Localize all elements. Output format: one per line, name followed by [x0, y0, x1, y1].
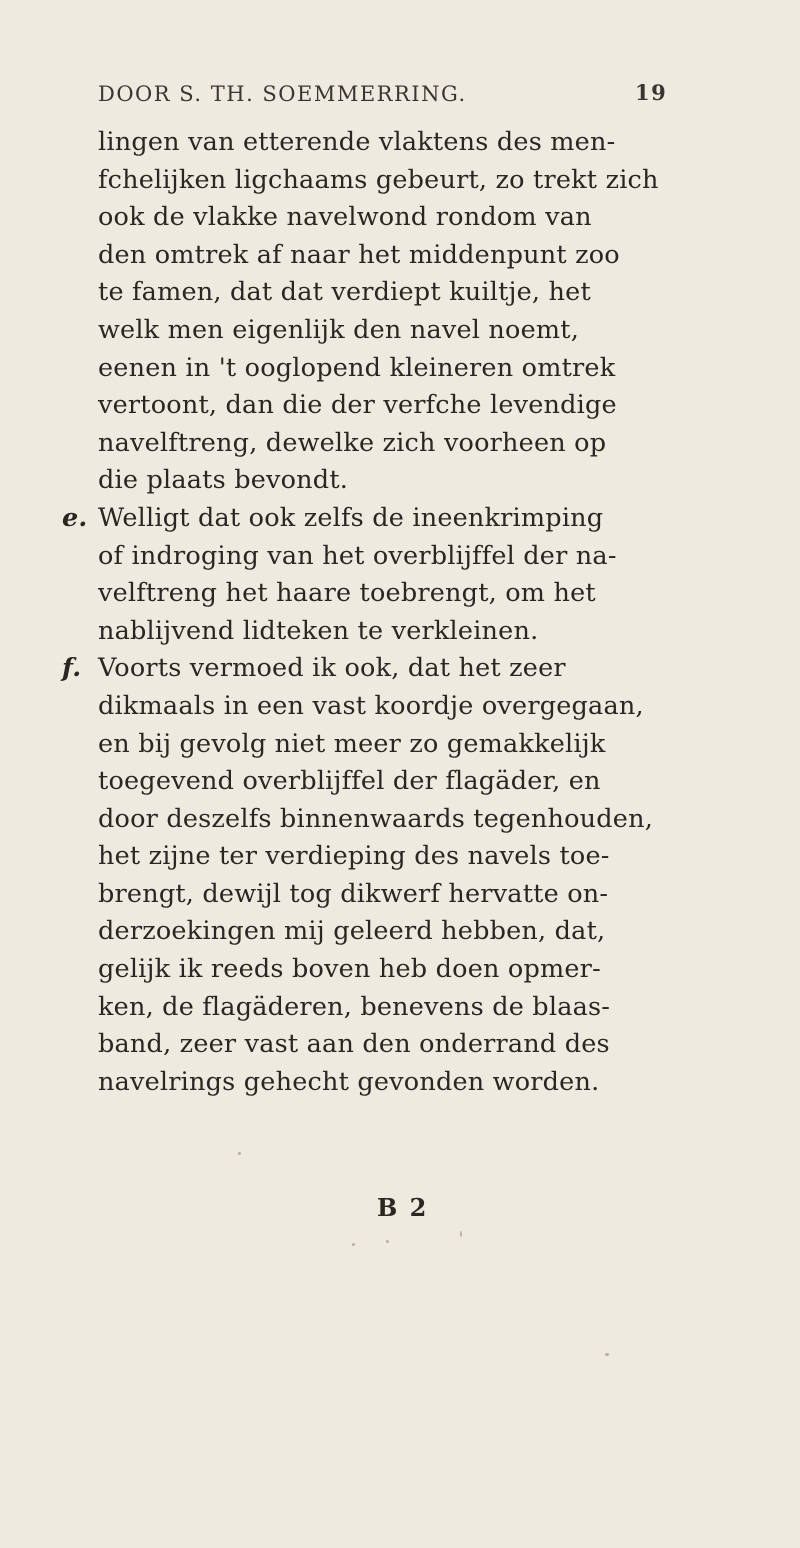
- signature-mark: B 2: [377, 1193, 429, 1222]
- text-line: [60, 387, 680, 425]
- line-text: dikmaals in een vast koordje overgegaan,: [98, 690, 644, 721]
- text-line: [60, 425, 680, 463]
- line-text: fchelijken ligchaams gebeurt, zo trekt zich: [98, 164, 659, 195]
- line-text: band, zeer vast aan den onderrand des: [98, 1029, 610, 1060]
- line-text: gelijk ik reeds boven heb doen opmer-: [98, 954, 601, 985]
- line-text: derzoekingen mij geleerd hebben, dat,: [98, 916, 606, 947]
- text-line: [60, 1026, 680, 1064]
- line-text: en bij gevolg niet meer zo gemakkelijk: [98, 728, 606, 759]
- text-line: [60, 274, 680, 312]
- line-text: toegevend overblijffel der flagäder, en: [98, 766, 601, 797]
- line-text: eenen in 't ooglopend kleineren omtrek: [98, 352, 616, 383]
- text-line: [60, 951, 680, 989]
- paragraph-marker: f.: [62, 653, 82, 684]
- text-line: [60, 462, 680, 500]
- line-text: navelftreng, dewelke zich voorheen op: [98, 427, 607, 458]
- text-line: [60, 162, 680, 200]
- line-text: den omtrek af naar het middenpunt zoo: [98, 239, 620, 270]
- line-text: nablijvend lidteken te verkleinen.: [98, 615, 539, 646]
- line-text: of indroging van het overblijffel der na-: [98, 540, 617, 571]
- line-text: te famen, dat dat verdiept kuiltje, het: [98, 277, 591, 308]
- line-text: ken, de flagäderen, benevens de blaas-: [98, 991, 611, 1022]
- paper-speck: [605, 1353, 609, 1356]
- text-line: [60, 124, 680, 162]
- paper-speck: [460, 1231, 462, 1237]
- page-number: 19: [635, 80, 668, 105]
- text-line: [60, 763, 680, 801]
- text-line: [60, 538, 680, 576]
- running-title: DOOR S. TH. SOEMMERRING.: [98, 82, 467, 106]
- line-text: ook de vlakke navelwond rondom van: [98, 202, 592, 233]
- text-line: [60, 838, 680, 876]
- line-text: Welligt dat ook zelfs de ineenkrimping: [98, 502, 604, 533]
- text-line: [60, 350, 680, 388]
- line-text: Voorts vermoed ik ook, dat het zeer: [98, 653, 566, 684]
- text-line: [60, 688, 680, 726]
- line-text: welk men eigenlijk den navel noemt,: [98, 314, 580, 345]
- line-text: het zijne ter verdieping des navels toe-: [98, 841, 610, 872]
- line-text: lingen van etterende vlaktens des men-: [98, 127, 616, 157]
- line-text: navelrings gehecht gevonden worden.: [98, 1066, 600, 1097]
- line-text: brengt, dewijl tog dikwerf hervatte on-: [98, 878, 609, 909]
- text-line: [60, 913, 680, 951]
- line-text: vertoont, dan die der verfche levendige: [98, 390, 617, 421]
- paragraph-marker: e.: [62, 502, 88, 533]
- text-line: [60, 500, 680, 538]
- paper-speck: [352, 1243, 355, 1246]
- paper-speck: [238, 1152, 241, 1155]
- text-line: [60, 801, 680, 839]
- text-line: [60, 613, 680, 651]
- text-line: [60, 237, 680, 275]
- body-text: [60, 124, 680, 1101]
- text-line: [60, 199, 680, 237]
- line-text: door deszelfs binnenwaards tegenhouden,: [98, 803, 654, 834]
- text-line: [60, 312, 680, 350]
- line-text: die plaats bevondt.: [98, 465, 349, 496]
- text-line: [60, 989, 680, 1027]
- text-line: [60, 1064, 680, 1102]
- text-line: [60, 575, 680, 613]
- paper-speck: [386, 1240, 389, 1243]
- text-line: [60, 876, 680, 914]
- text-line: [60, 726, 680, 764]
- line-text: velftreng het haare toebrengt, om het: [98, 578, 596, 609]
- text-line: [60, 650, 680, 688]
